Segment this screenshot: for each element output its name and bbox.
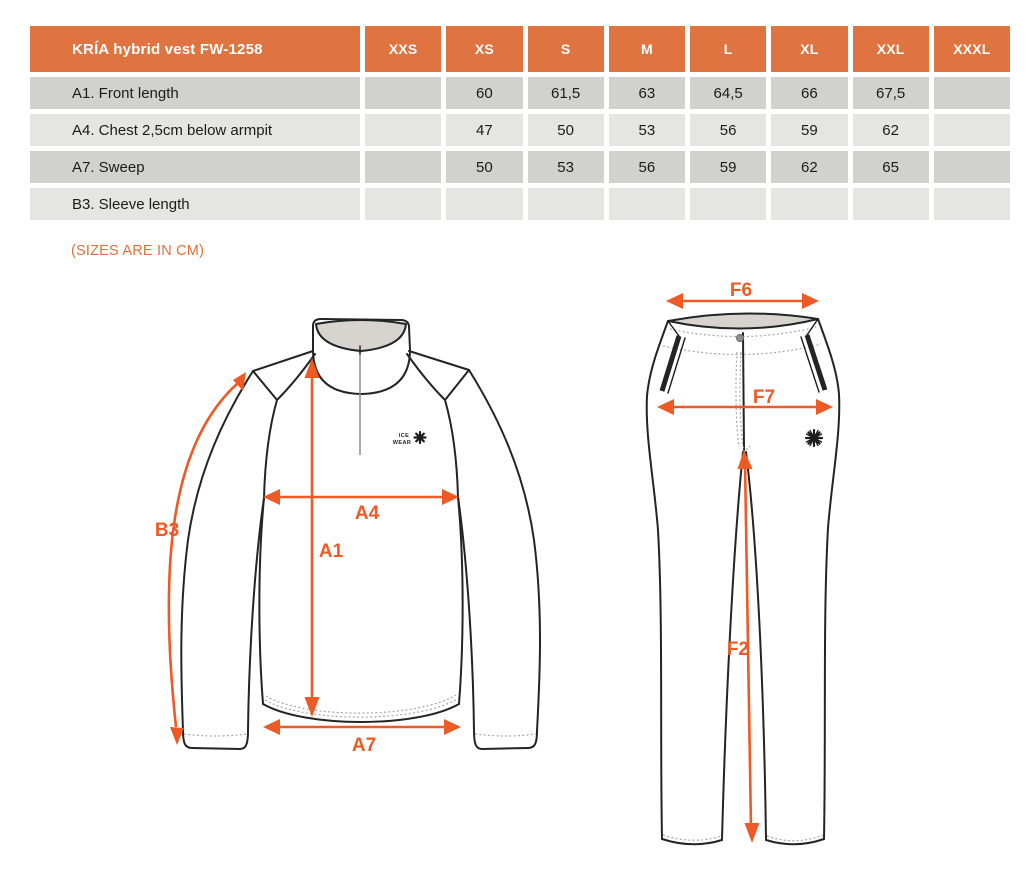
value-cell: 53	[528, 151, 604, 183]
measure-arrow-f7	[657, 387, 833, 415]
measure-arrow-b3	[155, 372, 246, 745]
value-cell	[365, 114, 441, 146]
value-cell: 62	[771, 151, 847, 183]
value-cell	[365, 188, 441, 220]
b3-arrow-line	[169, 383, 238, 727]
pants-diagram	[615, 278, 883, 873]
f6-arrowhead-right	[802, 293, 819, 309]
snowflake-icon	[806, 430, 822, 446]
row-label-cell: A4. Chest 2,5cm below armpit	[30, 114, 360, 146]
value-cell: 67,5	[853, 77, 929, 109]
column-header-cell: XXL	[853, 26, 929, 72]
waistband-stitch	[663, 344, 821, 355]
row-label-cell: A1. Front length	[30, 77, 360, 109]
row-label-cell: A7. Sweep	[30, 151, 360, 183]
value-cell: 66	[771, 77, 847, 109]
right-cuff	[474, 731, 537, 749]
right-sleeve-outer	[469, 370, 540, 731]
right-outer-seam	[818, 319, 839, 839]
row-label-cell: B3. Sleeve length	[30, 188, 360, 220]
b3-label: B3	[154, 520, 180, 541]
value-cell	[853, 188, 929, 220]
icewear-logo	[393, 432, 426, 446]
right-cuff-stitch	[475, 734, 536, 736]
value-cell: 62	[853, 114, 929, 146]
value-cell	[528, 188, 604, 220]
a4-label: A4	[354, 503, 380, 524]
a7-label: A7	[351, 735, 377, 756]
value-cell	[365, 151, 441, 183]
value-cell: 65	[853, 151, 929, 183]
value-cell: 60	[446, 77, 522, 109]
logo-text-line1: ICE	[398, 433, 410, 439]
f7-arrowhead-right	[816, 399, 833, 415]
f2-label: F2	[726, 639, 749, 660]
column-header-cell: XL	[771, 26, 847, 72]
value-cell	[609, 188, 685, 220]
left-cuff-stitch	[184, 734, 247, 736]
value-cell	[934, 114, 1010, 146]
b3-arrowhead-bottom	[170, 727, 184, 745]
f7-label: F7	[752, 387, 776, 408]
value-cell	[934, 188, 1010, 220]
right-hem-stitch	[767, 835, 823, 841]
f2-arrowhead-top	[738, 450, 753, 469]
measure-arrow-f2	[727, 450, 760, 843]
f2-arrowhead-bottom	[745, 823, 760, 843]
right-leg-hem	[766, 839, 824, 844]
a1-arrowhead-bottom	[305, 697, 320, 717]
left-cuff	[183, 731, 248, 749]
table-title-cell: KRÍA hybrid vest FW-1258	[30, 26, 360, 72]
value-cell	[934, 151, 1010, 183]
size-table	[30, 26, 1010, 220]
pants-outline	[647, 313, 840, 844]
f6-label: F6	[729, 280, 753, 301]
value-cell: 53	[609, 114, 685, 146]
logo-text-line2: WEAR	[392, 440, 412, 446]
value-cell: 64,5	[690, 77, 766, 109]
value-cell: 56	[690, 114, 766, 146]
sizes-note: (SIZES ARE IN CM)	[71, 243, 205, 259]
a4-arrowhead-right	[442, 489, 459, 505]
column-header-cell: S	[528, 26, 604, 72]
measure-arrow-a7	[263, 719, 461, 756]
measure-arrow-a1	[305, 358, 344, 717]
value-cell: 47	[446, 114, 522, 146]
waist-opening	[668, 313, 818, 328]
value-cell: 59	[690, 151, 766, 183]
a4-arrowhead-left	[263, 489, 280, 505]
column-header-cell: XXXL	[934, 26, 1010, 72]
right-shoulder-seam	[409, 351, 469, 370]
column-header-cell: L	[690, 26, 766, 72]
right-raglan-seam	[407, 354, 458, 497]
value-cell: 50	[528, 114, 604, 146]
f6-arrowhead-left	[666, 293, 683, 309]
value-cell: 56	[609, 151, 685, 183]
left-sleeve-outer	[181, 371, 253, 731]
column-header-cell: XS	[446, 26, 522, 72]
left-leg-hem	[662, 839, 722, 844]
left-hem-stitch	[663, 835, 721, 840]
value-cell: 63	[609, 77, 685, 109]
b3-arrowhead-top	[233, 372, 246, 391]
measure-arrow-f6	[666, 280, 819, 309]
column-header-cell: XXS	[365, 26, 441, 72]
measure-arrow-a4	[263, 489, 459, 524]
a7-arrowhead-right	[444, 719, 461, 735]
body-hem	[263, 704, 459, 722]
value-cell	[690, 188, 766, 220]
a1-arrowhead-top	[305, 358, 320, 378]
value-cell: 59	[771, 114, 847, 146]
center-front-seam	[743, 333, 744, 450]
a7-arrowhead-left	[263, 719, 280, 735]
column-header-cell: M	[609, 26, 685, 72]
snowflake-icon	[415, 432, 426, 443]
right-panel-seam	[445, 370, 469, 400]
value-cell	[771, 188, 847, 220]
fly-stitch	[740, 352, 750, 449]
value-cell: 50	[446, 151, 522, 183]
a1-label: A1	[318, 541, 344, 562]
value-cell	[446, 188, 522, 220]
collar-inside	[316, 320, 406, 351]
value-cell	[934, 77, 1010, 109]
f7-arrowhead-left	[657, 399, 674, 415]
left-outer-seam	[647, 321, 668, 839]
vest-diagram	[145, 300, 575, 775]
waist-button	[737, 335, 744, 342]
value-cell	[365, 77, 441, 109]
vest-outline	[181, 319, 540, 749]
value-cell: 61,5	[528, 77, 604, 109]
fly-stitch	[736, 352, 739, 447]
left-panel-seam	[253, 371, 277, 400]
